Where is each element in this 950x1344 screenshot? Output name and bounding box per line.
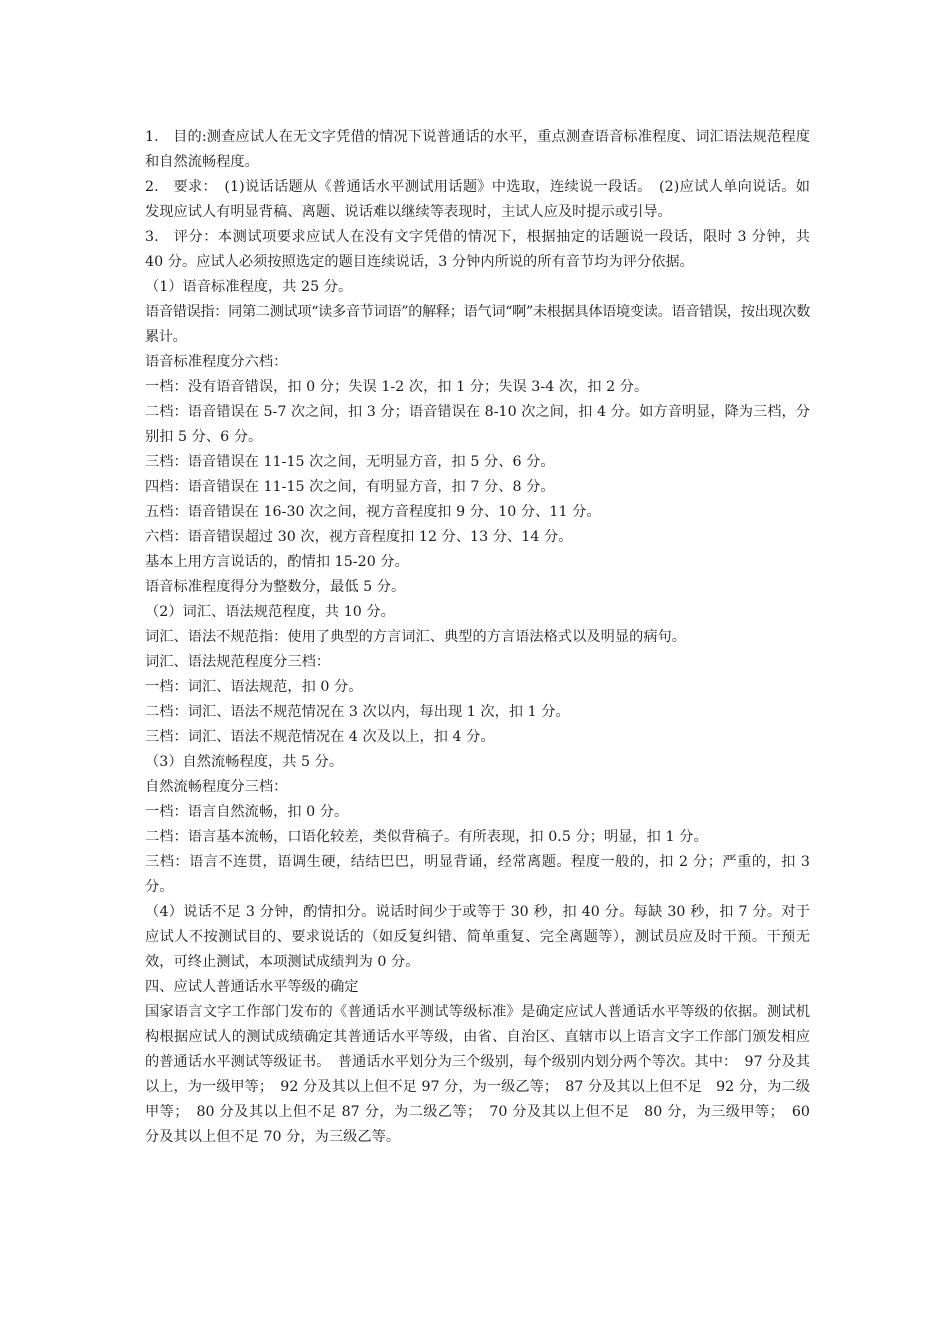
paragraph-requirements: 2. 要求： (1)说话话题从《普通话水平测试用话题》中选取，连续说一段话。 (2)应试人单向说话。如发现应试人有明显背稿、离题、说话难以继续等表现时，主试人应及时提示或引导。 <box>145 179 810 220</box>
document-body <box>145 125 810 1150</box>
paragraph-scoring: 3. 评分：本测试项要求应试人在没有文字凭借的情况下，根据抽定的话题说一段话，限时 3 分钟，共 40 分。应试人必须按照选定的题目连续说话，3 分钟内所说的所有音节均为评分依据。 <box>145 229 810 270</box>
paragraph-fluency-level-1: 一档：语言自然流畅，扣 0 分。 <box>145 804 349 820</box>
paragraph-vocabulary-level-3: 三档：词汇、语法不规范情况在 4 次及以上，扣 4 分。 <box>145 729 495 745</box>
paragraph-pronunciation-levels-title: 语音标准程度分六档： <box>145 354 288 370</box>
paragraph-time-shortfall: （4）说话不足 3 分钟，酌情扣分。说话时间少于或等于 30 秒，扣 40 分。每缺 30 秒，扣 7 分。对于应试人不按测试目的、要求说话的（如反复纠错、简单重复、完全离题等），测试员应及时干预。干预无效，可终止测试，本项测试成绩判为 0 分。 <box>145 904 810 970</box>
paragraph-pronunciation-level-5: 五档：语音错误在 16-30 次之间，视方音程度扣 9 分、10 分、11 分。 <box>145 504 601 520</box>
paragraph-fluency-levels-title: 自然流畅程度分三档： <box>145 779 288 795</box>
paragraph-dialect-deduction: 基本上用方言说话的，酌情扣 15-20 分。 <box>145 554 409 570</box>
paragraph-grade-standard: 国家语言文字工作部门发布的《普通话水平测试等级标准》是确定应试人普通话水平等级的依据。测试机构根据应试人的测试成绩确定其普通话水平等级，由省、自治区、直辖市以上语言文字工作部门颁发相应的普通话水平测试等级证书。 普通话水平划分为三个级别，每个级别内划分两个等次。其中： 97 分及其以上，为一级甲等； 92 分及其以上但不足 97 分，为一级乙等； 87 分及其以上但不足 92 分，为二级甲等； 80 分及其以上但不足 87 分，为二级乙等； 70 分及其以上但不足 80 分，为三级甲等； 60 分及其以上但不足 70 分，为三级乙等。 <box>145 1004 810 1145</box>
paragraph-fluency-level-2: 二档：语言基本流畅，口语化较差，类似背稿子。有所表现，扣 0.5 分；明显，扣 1 分。 <box>145 829 708 845</box>
paragraph-vocabulary-levels-title: 词汇、语法规范程度分三档： <box>145 654 331 670</box>
paragraph-vocabulary-level-2: 二档：词汇、语法不规范情况在 3 次以内，每出现 1 次，扣 1 分。 <box>145 704 570 720</box>
paragraph-pronunciation-level-1: 一档：没有语音错误，扣 0 分；失误 1-2 次，扣 1 分；失误 3-4 次，扣 2 分。 <box>145 379 649 395</box>
paragraph-vocabulary-error-definition: 词汇、语法不规范指：使用了典型的方言词汇、典型的方言语法格式以及明显的病句。 <box>145 629 687 645</box>
section-heading-fluency: （3）自然流畅程度，共 5 分。 <box>145 754 344 770</box>
section-heading-pronunciation: （1）语音标准程度，共 25 分。 <box>145 279 353 295</box>
paragraph-pronunciation-level-4: 四档：语音错误在 11-15 次之间，有明显方音，扣 7 分、8 分。 <box>145 479 555 495</box>
paragraph-pronunciation-level-2: 二档：语音错误在 5-7 次之间，扣 3 分；语音错误在 8-10 次之间，扣 4 分。如方音明显，降为三档，分别扣 5 分、6 分。 <box>145 404 810 445</box>
paragraph-fluency-level-3: 三档：语言不连贯，语调生硬，结结巴巴，明显背诵，经常离题。程度一般的，扣 2 分；严重的，扣 3 分。 <box>145 854 810 895</box>
paragraph-purpose: 1. 目的:测查应试人在无文字凭借的情况下说普通话的水平，重点测查语音标准程度、词汇语法规范程度和自然流畅程度。 <box>145 129 810 170</box>
section-heading-vocabulary-grammar: （2）词汇、语法规范程度，共 10 分。 <box>145 604 395 620</box>
paragraph-pronunciation-error-definition: 语音错误指：同第二测试项“读多音节词语”的解释；语气词“啊”未根据具体语境变读。语音错误，按出现次数累计。 <box>145 304 810 345</box>
paragraph-pronunciation-level-6: 六档：语音错误超过 30 次，视方音程度扣 12 分、13 分、14 分。 <box>145 529 573 545</box>
paragraph-pronunciation-minimum: 语音标准程度得分为整数分，最低 5 分。 <box>145 579 406 595</box>
paragraph-pronunciation-level-3: 三档：语音错误在 11-15 次之间，无明显方音，扣 5 分、6 分。 <box>145 454 555 470</box>
section-heading-grade-determination: 四、应试人普通话水平等级的确定 <box>145 979 359 995</box>
paragraph-vocabulary-level-1: 一档：词汇、语法规范，扣 0 分。 <box>145 679 363 695</box>
